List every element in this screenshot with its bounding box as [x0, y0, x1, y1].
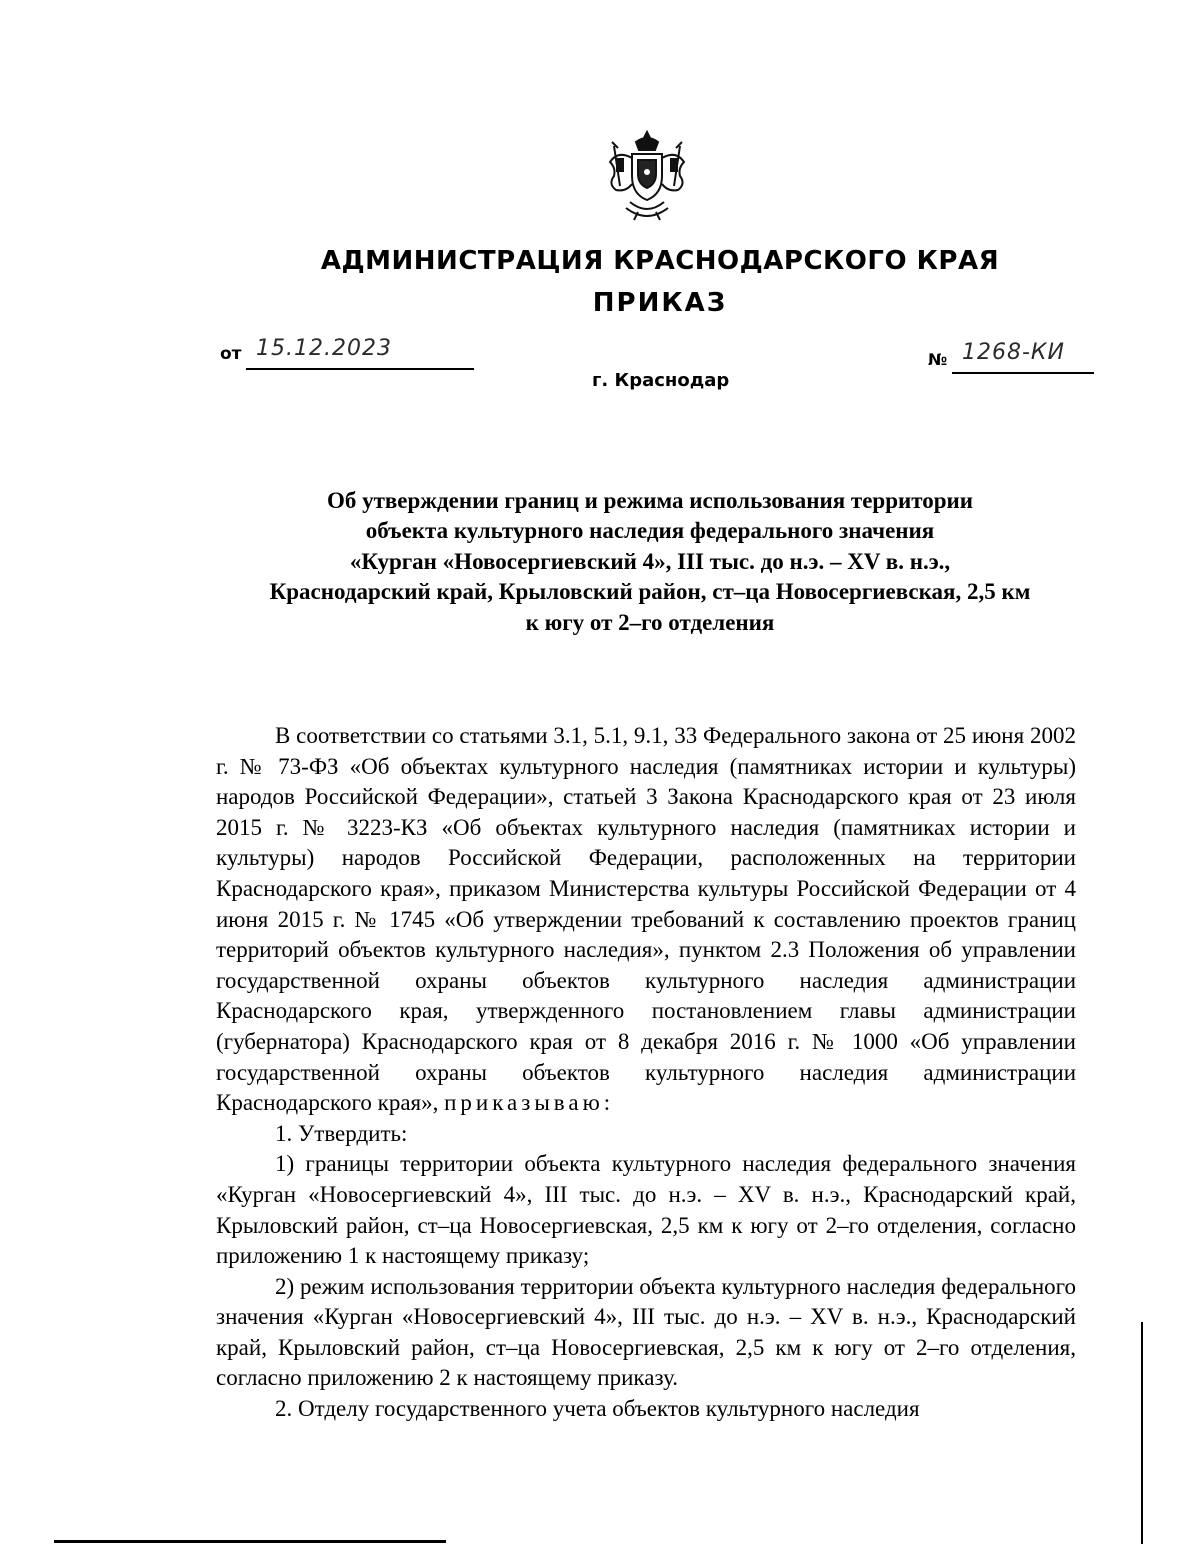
number-underline — [952, 372, 1094, 374]
subject-line: Об утверждении границ и режима использования территории — [326, 488, 974, 513]
item-1: 1. Утвердить: — [275, 1120, 408, 1146]
subject-line: Краснодарский край, Крыловский район, ст–ца Новосергиевская, 2,5 км — [269, 579, 1031, 605]
subject-line: объекта культурного наследия федерального значения — [365, 518, 935, 544]
preamble-text: В соответствии со статьями 3.1, 5.1, 9.1, 33 Федерального закона от 25 июня 2002 г. № 73-ФЗ «Об объектах культурного наследия (памятниках истории и культуры) народов Российской Федерации», статьей 3 Закона Краснодарского края от 23 июля 2015 г. № 3223-КЗ «Об объектах культурного наследия (памятниках истории и культуры) народов Российской Федерации, расположенных на территории Краснодарского края», приказом Министерства культуры Российской Федерации от 4 июня 2015 г. № 1745 «Об утверждении требований к составлению проектов границ территорий объектов культурного наследия», пунктом 2.3 Положения об управлении государственной охраны объектов культурного наследия администрации Краснодарского края, утвержденного постановлением главы администрации (губернатора) Краснодарского края от 8 декабря 2016 г. № 1000 «Об управлении государственной охраны объектов культурного наследия администрации Краснодарского края», — [216, 723, 1076, 1116]
order-body — [216, 721, 1076, 1425]
document-type-title: ПРИКАЗ — [592, 288, 728, 318]
item-2: 2. Отделу государственного учета объектов культурного наследия — [275, 1396, 920, 1422]
number-handwritten-value: 1268-КИ — [962, 340, 1066, 365]
item-1-2: 2) режим использования территории объекта культурного наследия федерального значения «Курган «Новосергиевский 4», III тыс. до н.э. – XV в. н.э., Краснодарский край, Крыловский район, ст–ца Новосергиевская, 2,5 км к югу от 2–го отделения, согласно приложению 2 к настоящему приказу. — [216, 1273, 1076, 1391]
order-word: приказываю: — [444, 1090, 615, 1116]
city-name: г. Краснодар — [592, 370, 730, 391]
coat-of-arms-emblem — [602, 128, 692, 222]
date-handwritten-value: 15.12.2023 — [256, 336, 392, 361]
preamble-paragraph — [216, 721, 1076, 1119]
date-underline — [246, 368, 474, 370]
footer-rule — [54, 1540, 446, 1543]
subject-line: к югу от 2–го отделения — [525, 609, 775, 635]
item-1-1: 1) границы территории объекта культурного наследия федерального значения «Курган «Новосергиевский 4», III тыс. до н.э. – XV в. н.э., Краснодарский край, Крыловский район, ст–ца Новосергиевская, 2,5 км к югу от 2–го отделения, согласно приложению 1 к настоящему приказу; — [216, 1151, 1076, 1269]
organization-title: АДМИНИСТРАЦИЯ КРАСНОДАРСКОГО КРАЯ — [320, 246, 1000, 276]
scan-edge-line — [1141, 1322, 1143, 1544]
number-label: № — [928, 350, 948, 369]
subject-line: «Курган «Новосергиевский 4», III тыс. до н.э. – XV в. н.э., — [349, 548, 951, 574]
date-label: от — [220, 344, 242, 364]
order-subject-heading — [210, 486, 1090, 638]
